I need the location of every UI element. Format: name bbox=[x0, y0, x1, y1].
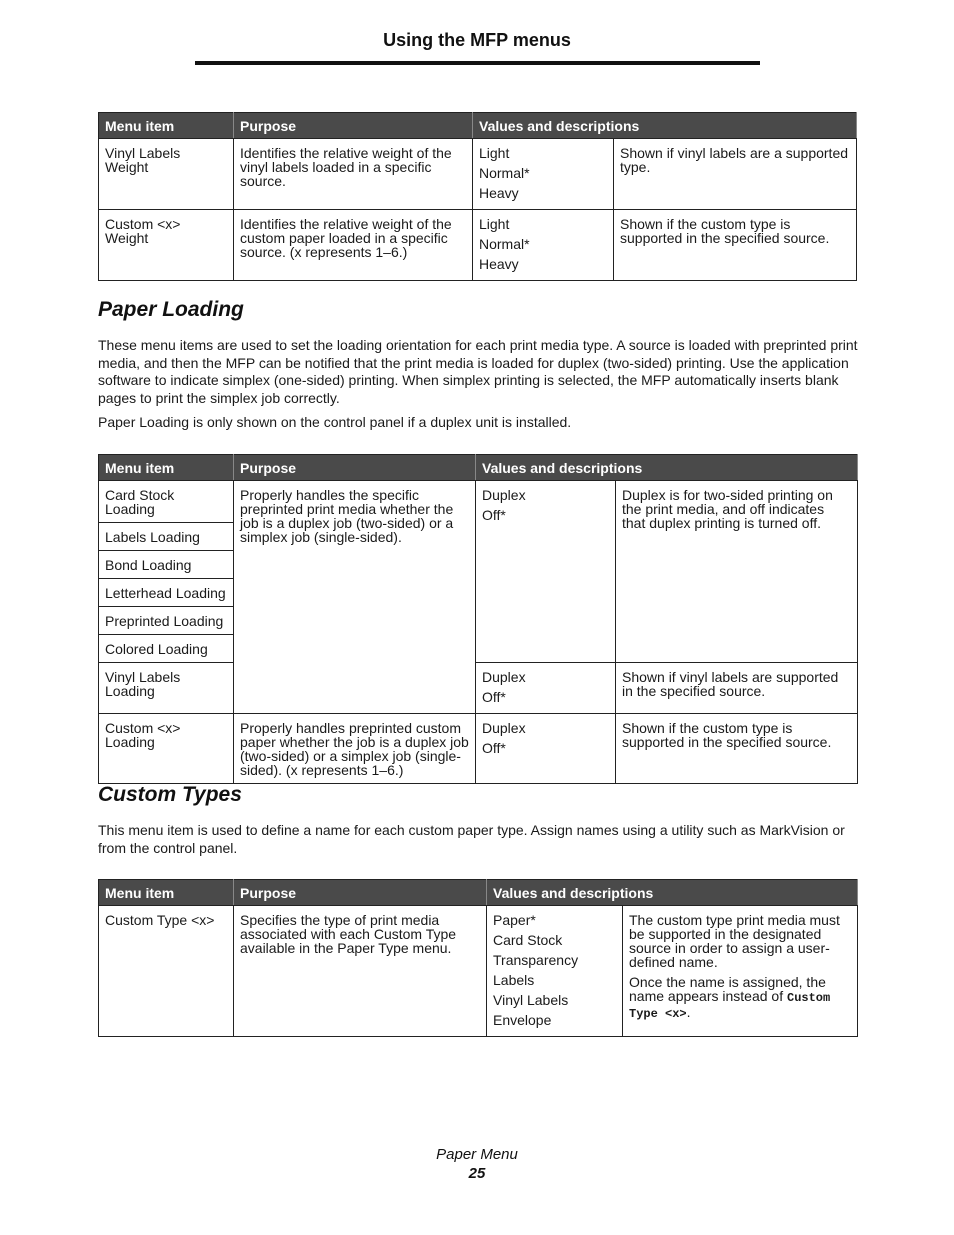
table-row bbox=[99, 663, 858, 714]
menu-item-cell: Colored Loading bbox=[99, 635, 234, 663]
custom-types-intro: This menu item is used to define a name for each custom paper type. Assign names using a utility such as MarkVision or from the control panel. bbox=[98, 822, 845, 856]
value-option: Paper* bbox=[493, 912, 536, 928]
col-values: Values and descriptions bbox=[473, 113, 857, 139]
menu-item-cell: Vinyl Labels Weight bbox=[99, 139, 234, 210]
purpose-cell: Properly handles the specific preprinted print media whether the job is a duplex job (two-sided) or a simplex job (single-sided). bbox=[234, 481, 476, 714]
menu-item-cell: Card Stock Loading bbox=[99, 481, 234, 523]
col-values: Values and descriptions bbox=[476, 455, 858, 481]
table-row bbox=[99, 481, 858, 523]
footer-section-title: Paper Menu bbox=[436, 1146, 518, 1163]
table-row bbox=[99, 714, 858, 784]
description-prefix: Once the name is assigned, the name appears instead of bbox=[629, 974, 826, 1004]
col-purpose: Purpose bbox=[234, 113, 473, 139]
purpose-cell: Identifies the relative weight of the vinyl labels loaded in a specific source. bbox=[234, 139, 473, 210]
table-row bbox=[99, 139, 857, 210]
table-row bbox=[99, 210, 857, 281]
weight-table bbox=[98, 112, 857, 281]
col-purpose: Purpose bbox=[234, 455, 476, 481]
page-number: 25 bbox=[468, 1165, 486, 1182]
description-cell: Duplex is for two-sided printing on the print media, and off indicates that duplex printing is turned off. bbox=[616, 481, 858, 663]
description-cell: Shown if vinyl labels are a supported type. bbox=[614, 139, 857, 210]
menu-item-cell: Bond Loading bbox=[99, 551, 234, 579]
paper-loading-note: Paper Loading is only shown on the control panel if a duplex unit is installed. bbox=[98, 414, 572, 430]
values-cell bbox=[476, 663, 616, 714]
menu-item-cell: Custom <x> Weight bbox=[99, 210, 234, 281]
description-suffix: . bbox=[686, 1004, 691, 1020]
table-header-row bbox=[99, 455, 858, 481]
value-option: Card Stock bbox=[493, 932, 563, 948]
value-option: Duplex bbox=[482, 720, 526, 736]
purpose-cell: Specifies the type of print media associated with each Custom Type available in the Paper Type menu. bbox=[234, 906, 487, 1037]
values-cell bbox=[487, 906, 623, 1037]
menu-item-cell: Custom Type <x> bbox=[99, 906, 234, 1037]
value-option: Off* bbox=[482, 740, 506, 756]
section-title-paper-loading: Paper Loading bbox=[98, 298, 244, 321]
menu-item-cell: Custom <x> Loading bbox=[99, 714, 234, 784]
value-option: Labels bbox=[493, 972, 535, 988]
col-menu-item: Menu item bbox=[99, 880, 234, 906]
value-option: Light bbox=[479, 145, 510, 161]
menu-item-cell: Vinyl Labels Loading bbox=[99, 663, 234, 714]
value-option: Heavy bbox=[479, 185, 519, 201]
description-cell: Shown if vinyl labels are supported in the specified source. bbox=[616, 663, 858, 714]
menu-item-cell: Letterhead Loading bbox=[99, 579, 234, 607]
value-option: Normal* bbox=[479, 236, 530, 252]
values-cell bbox=[473, 210, 614, 281]
description-text bbox=[629, 975, 851, 1021]
values-cell bbox=[476, 714, 616, 784]
col-menu-item: Menu item bbox=[99, 113, 234, 139]
table-header-row bbox=[99, 880, 858, 906]
description-text: The custom type print media must be supported in the designated source in order to assign a user-defined name. bbox=[629, 912, 840, 970]
table-header-row bbox=[99, 113, 857, 139]
page-header-title: Using the MFP menus bbox=[383, 30, 571, 50]
menu-item-cell: Preprinted Loading bbox=[99, 607, 234, 635]
custom-types-table bbox=[98, 879, 858, 1037]
value-option: Transparency bbox=[493, 952, 579, 968]
table-row bbox=[99, 906, 858, 1037]
values-cell bbox=[476, 481, 616, 663]
value-option: Envelope bbox=[493, 1012, 552, 1028]
paper-loading-intro: These menu items are used to set the loading orientation for each print media type. A source is loaded with preprinted print media, and then the MFP can be notified that the print media is loaded for duplex (two-sided) printing. Use the application software to indicate simplex (one-sided) printing. When simplex printing is selected, the MFP automatically inserts blank pages to print the simplex job correctly. bbox=[98, 337, 858, 406]
value-option: Off* bbox=[482, 507, 506, 523]
col-menu-item: Menu item bbox=[99, 455, 234, 481]
section-title-custom-types: Custom Types bbox=[98, 783, 242, 806]
value-option: Heavy bbox=[479, 256, 519, 272]
description-cell bbox=[623, 906, 858, 1037]
header-rule bbox=[195, 61, 760, 65]
menu-item-cell: Labels Loading bbox=[99, 523, 234, 551]
loading-table bbox=[98, 454, 858, 784]
purpose-cell: Identifies the relative weight of the custom paper loaded in a specific source. (x represents 1–6.) bbox=[234, 210, 473, 281]
value-option: Normal* bbox=[479, 165, 530, 181]
value-option: Duplex bbox=[482, 487, 526, 503]
purpose-cell: Properly handles preprinted custom paper whether the job is a duplex job (two-sided) or a simplex job (single-sided). (x represents 1–6.) bbox=[234, 714, 476, 784]
value-option: Vinyl Labels bbox=[493, 992, 569, 1008]
col-purpose: Purpose bbox=[234, 880, 487, 906]
value-option: Off* bbox=[482, 689, 506, 705]
description-cell: Shown if the custom type is supported in the specified source. bbox=[616, 714, 858, 784]
value-option: Duplex bbox=[482, 669, 526, 685]
code-text: Custom Type <x> bbox=[629, 991, 831, 1021]
value-option: Light bbox=[479, 216, 510, 232]
col-values: Values and descriptions bbox=[487, 880, 858, 906]
description-cell: Shown if the custom type is supported in the specified source. bbox=[614, 210, 857, 281]
values-cell bbox=[473, 139, 614, 210]
